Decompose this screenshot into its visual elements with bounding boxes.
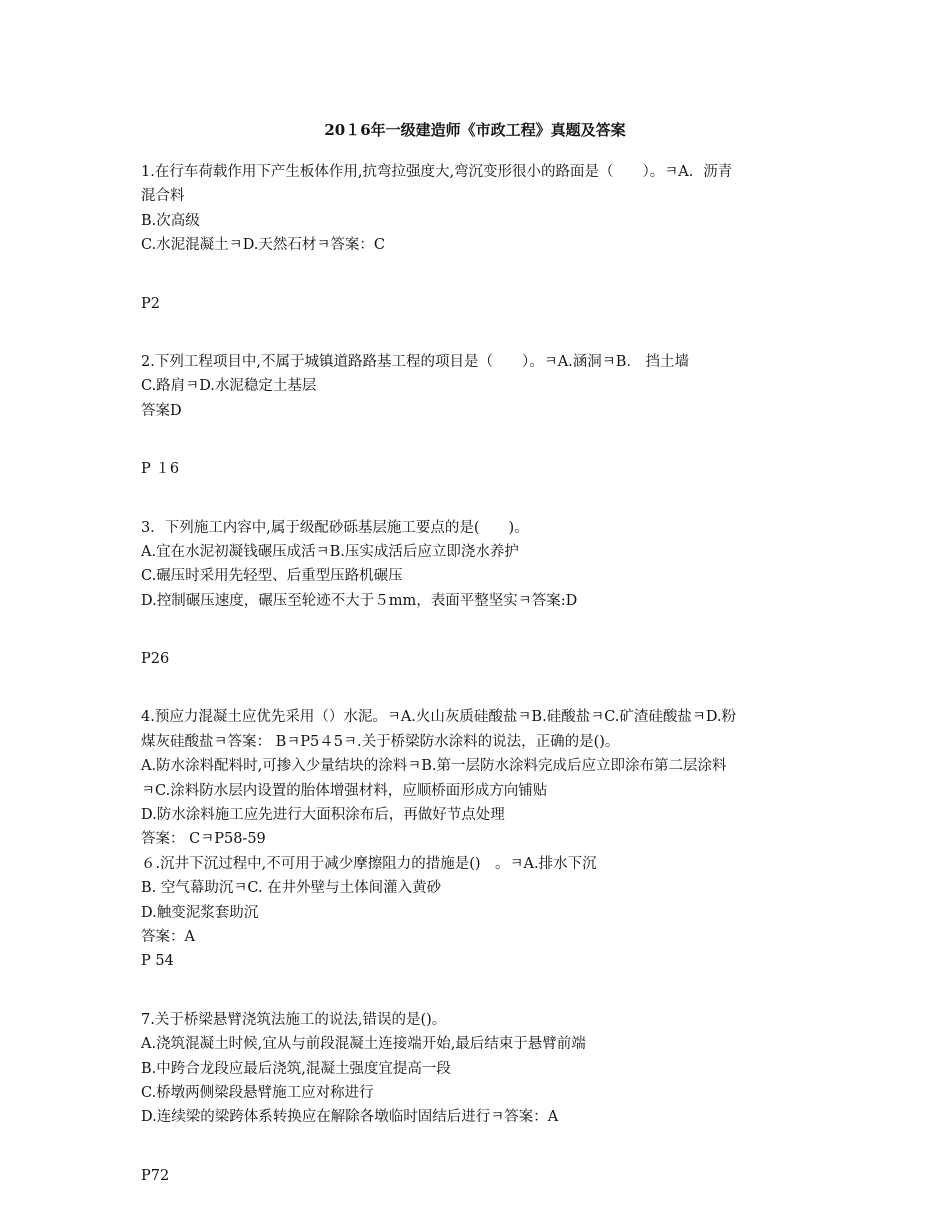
q6-line-3: D.触变泥浆套助沉	[141, 904, 259, 921]
q5-answer: 答案： CﾻP58-59	[141, 831, 266, 848]
q4-line-1: 4.预应力混凝土应优先采用（）水泥。ﾻA.火山灰质硅酸盐ﾻB.硅酸盐ﾻC.矿渣硅酸盐ﾻD.粉	[141, 709, 737, 726]
q6-answer: 答案：A	[141, 928, 195, 945]
q1-line-2: 混合料	[141, 188, 185, 205]
q7-page-ref: P72	[141, 1167, 170, 1184]
q6-line-1: ６.沉井下沉过程中,不可用于减少摩擦阻力的措施是() 。ﾻA.排水下沉	[141, 855, 597, 872]
q5-line-3: D.防水涂料施工应先进行大面积涂布后，再做好节点处理	[141, 807, 505, 824]
q6-line-2: B. 空气幕助沉ﾻC. 在井外壁与土体间灌入黄砂	[141, 880, 442, 897]
spacer	[141, 1130, 821, 1164]
q3-line-2: A.宜在水泥初凝钱碾压成活ﾻB.压实成活后应立即浇水养护	[141, 543, 519, 560]
q1-line-3: B.次高级	[141, 212, 200, 229]
q1-line-4: C.水泥混凝土ﾻD.天然石材ﾻ答案：C	[141, 237, 386, 254]
q3-line-4: D.控制碾压速度，碾压至轮迹不大于５mm，表面平整坚实ﾻ答案:D	[141, 592, 578, 609]
spacer	[141, 974, 821, 1008]
spacer	[141, 316, 821, 350]
q1-page-ref: P2	[141, 295, 160, 312]
q3-page-ref: P26	[141, 651, 170, 668]
spacer	[141, 482, 821, 516]
q7-line-3: B.中跨合龙段应最后浇筑,混凝土强度宜提高一段	[141, 1060, 451, 1077]
q3-line-3: C.碾压时采用先轻型、后重型压路机碾压	[141, 568, 403, 585]
q7-line-2: A.浇筑混凝土时候,宜从与前段混凝土连接端开始,最后结束于悬臂前端	[141, 1036, 586, 1053]
q5-line-1: A.防水涂料配料时,可掺入少量结块的涂料ﾻB.第一层防水涂料完成后应立即涂布第二层涂料	[141, 758, 727, 775]
q2-page-ref: P １6	[141, 461, 180, 478]
q5-line-2: ﾻC.涂料防水层内设置的胎体增强材料，应顺桥面形成方向铺贴	[141, 782, 548, 799]
spacer	[141, 423, 821, 457]
spacer	[141, 258, 821, 292]
q3-line-1: 3．下列施工内容中,属于级配砂砾基层施工要点的是( )。	[141, 519, 529, 536]
q7-line-1: 7.关于桥梁悬臂浇筑法施工的说法,错误的是()。	[141, 1011, 447, 1028]
q7-line-4: C.桥墩两侧梁段悬臂施工应对称进行	[141, 1084, 374, 1101]
document-body	[141, 160, 821, 1188]
q2-line-3: 答案D	[141, 402, 182, 419]
q7-line-5: D.连续梁的梁跨体系转换应在解除各墩临时固结后进行ﾻ答案：A	[141, 1109, 559, 1126]
q2-line-2: C.路肩ﾻD.水泥稳定土基层	[141, 378, 317, 395]
q2-line-1: 2.下列工程项目中,不属于城镇道路路基工程的项目是（ ）。ﾻA.涵洞ﾻB． 挡土墙	[141, 353, 690, 370]
spacer	[141, 671, 821, 705]
q6-page-ref: P 54	[141, 953, 174, 970]
q1-line-1: 1.在行车荷载作用下产生板体作用,抗弯拉强度大,弯沉变形很小的路面是（ ）。ﾻA．沥青	[141, 164, 733, 180]
q4-line-2: 煤灰硅酸盐ﾻ答案： BﾻP5４5ﾻ.关于桥梁防水涂料的说法，正确的是()。	[141, 733, 620, 750]
spacer	[141, 613, 821, 647]
document-title: 20１6年一级建造师《市政工程》真题及答案	[324, 121, 626, 139]
